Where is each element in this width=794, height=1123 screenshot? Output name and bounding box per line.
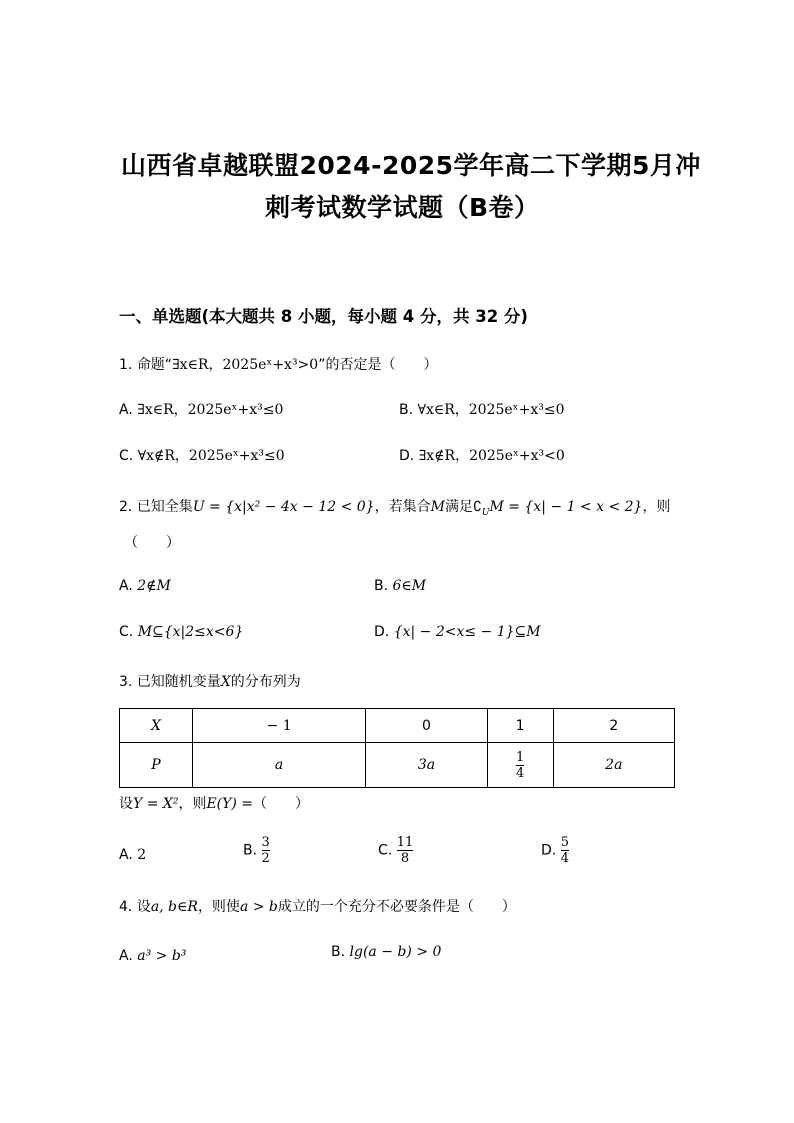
complement-symbol: ∁ — [472, 499, 482, 515]
question-3-follow-eq: Y = X² — [133, 796, 179, 812]
question-3-option-b — [243, 835, 270, 866]
option-label: C. — [119, 448, 134, 464]
table-cell: 2a — [553, 743, 674, 788]
fraction — [516, 750, 524, 781]
page-title-line-1: 山西省卓越联盟2024-2025学年高二下学期5月冲 — [121, 151, 701, 180]
question-3-text-2: 的分布列为 — [230, 674, 301, 690]
question-3-follow-pre: 设 — [119, 796, 133, 812]
option-label: A. — [119, 402, 133, 418]
fraction — [561, 835, 569, 866]
option-label: D. — [374, 624, 390, 640]
question-1-number: 1. — [119, 357, 133, 373]
page-title-line-2: 刺考试数学试题（B卷） — [265, 193, 540, 222]
option-label: D. — [541, 842, 557, 859]
question-2-text-4: ，则 — [642, 499, 671, 515]
fraction — [262, 835, 270, 866]
question-2-var-m: M — [430, 499, 445, 515]
question-2-option-b — [374, 578, 426, 594]
question-1-post: ”的否定是（ ） — [318, 357, 438, 373]
question-2-text-3: 满足 — [444, 499, 473, 515]
complement-subscript: U — [481, 507, 490, 518]
question-2-text-2: ，若集合 — [374, 499, 431, 515]
table-cell: X — [120, 709, 193, 743]
option-text: {x| − 2<x≤ − 1}⊆M — [393, 624, 541, 640]
question-3-follow-paren: （ ） — [253, 796, 310, 812]
question-3-text-1: 已知随机变量 — [136, 674, 221, 690]
table-cell: − 1 — [192, 709, 365, 743]
table-cell: 3a — [366, 743, 487, 788]
option-text: a³ > b³ — [137, 948, 187, 964]
table-row — [120, 743, 675, 788]
fraction-denominator: 4 — [515, 765, 525, 781]
question-2-answer-paren: （ ） — [124, 535, 180, 551]
question-2-stem — [119, 496, 670, 518]
option-label: A. — [119, 578, 133, 594]
option-label: B. — [374, 578, 389, 594]
question-4-vars: a, b∈R — [150, 899, 198, 915]
option-text: ∀x∉R，2025eˣ+x³≤0 — [137, 448, 285, 464]
question-3-option-c — [378, 835, 413, 866]
option-label: A. — [119, 948, 133, 964]
option-text: 2 — [137, 847, 147, 863]
question-3-option-a — [119, 847, 146, 863]
table-cell: 1 — [487, 709, 553, 743]
option-label: D. — [399, 448, 415, 464]
option-label: A. — [119, 847, 133, 863]
option-text: M⊆{x|2≤x<6} — [137, 624, 244, 640]
question-4-number: 4. — [119, 899, 133, 915]
fraction-numerator: 5 — [560, 835, 569, 850]
fraction-denominator: 4 — [560, 851, 569, 866]
option-label: B. — [331, 944, 346, 960]
question-2-complement-set: M = {x| − 1 < x < 2} — [489, 499, 643, 515]
question-1-option-a — [119, 399, 283, 419]
option-text: ∃x∉R，2025eˣ+x³<0 — [418, 448, 565, 464]
question-1-option-d — [399, 445, 565, 465]
option-label: B. — [399, 402, 414, 418]
question-4-option-a — [119, 948, 186, 964]
question-4-stem — [119, 896, 516, 916]
question-3-number: 3. — [119, 674, 133, 690]
question-3-follow-mid: ，则 — [178, 796, 207, 812]
table-cell-fraction — [487, 743, 553, 788]
fraction-denominator: 2 — [261, 851, 270, 866]
table-cell: 2 — [553, 709, 674, 743]
fraction-denominator: 8 — [400, 851, 410, 866]
question-1-option-b — [399, 399, 565, 419]
fraction-numerator: 3 — [261, 835, 270, 850]
fraction-numerator: 1 — [515, 749, 525, 765]
option-label: C. — [119, 624, 134, 640]
question-4-text-3: 成立的一个充分不必要条件是（ ） — [277, 899, 516, 915]
question-3-var-x: X — [220, 674, 231, 690]
question-1-option-c — [119, 445, 285, 465]
question-2-number: 2. — [119, 499, 133, 515]
question-3-option-d — [541, 835, 569, 866]
table-cell: 0 — [366, 709, 487, 743]
question-2-option-d — [374, 624, 541, 640]
option-label: B. — [243, 842, 258, 859]
question-4-option-b — [331, 944, 441, 960]
option-text: ∃x∈R，2025eˣ+x³≤0 — [137, 402, 284, 418]
option-text: ∀x∈R，2025eˣ+x³≤0 — [417, 402, 565, 418]
question-2-set-u: U = {x|x² − 4x − 12 < 0} — [192, 499, 375, 515]
question-1-math: ∃x∈R，2025eˣ+x³>0 — [172, 357, 319, 373]
option-text: lg(a − b) > 0 — [349, 944, 442, 960]
question-2-option-c — [119, 624, 243, 640]
table-cell: P — [120, 743, 193, 788]
question-2-option-a — [119, 578, 171, 594]
option-text: 2∉M — [137, 578, 171, 594]
question-4-condition: a > b — [239, 899, 278, 915]
question-4-text-2: ，则使 — [197, 899, 240, 915]
fraction — [397, 835, 414, 866]
section-heading: 一、单选题(本大题共 8 小题，每小题 4 分，共 32 分) — [119, 307, 528, 326]
table-cell: a — [192, 743, 365, 788]
table-row — [120, 709, 675, 743]
question-1-pre: 命题“ — [136, 357, 173, 373]
question-4-text-1: 设 — [136, 899, 151, 915]
option-text: 6∈M — [392, 578, 427, 594]
fraction-numerator: 11 — [396, 835, 414, 850]
distribution-table — [119, 708, 675, 788]
question-3-follow-exp: E(Y) = — [206, 796, 254, 812]
question-3-follow — [119, 793, 309, 813]
option-label: C. — [378, 842, 393, 859]
question-1-stem — [119, 354, 437, 374]
question-3-stem — [119, 671, 301, 691]
question-2-text-1: 已知全集 — [136, 499, 193, 515]
